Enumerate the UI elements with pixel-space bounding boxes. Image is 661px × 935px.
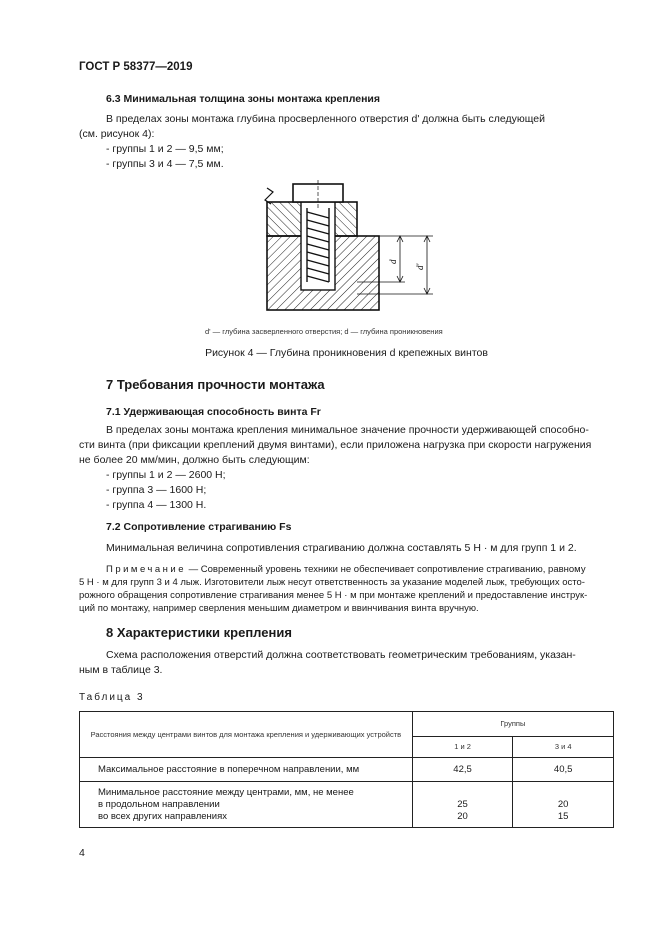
- row1-value-3-4: 40,5: [513, 758, 614, 782]
- row2-label-line2: в продольном направлении: [98, 798, 220, 810]
- page-number: 4: [79, 847, 85, 859]
- list-item: - группы 1 и 2 — 9,5 мм;: [106, 143, 224, 155]
- note-line1-text: — Современный уровень техники не обеспечивает сопротивление страгиванию, равному: [186, 564, 586, 575]
- section-7-2-heading: 7.2 Сопротивление страгиванию Fs: [106, 521, 292, 533]
- section-8-heading: 8 Характеристики крепления: [106, 625, 292, 640]
- list-item: - группа 3 — 1600 Н;: [106, 484, 207, 496]
- row2-label-line1: Минимальное расстояние между центрами, мм, не менее: [98, 786, 354, 798]
- section-6-3-text-line1: В пределах зоны монтажа глубина просверленного отверстия d' должна быть следующей: [106, 113, 545, 125]
- note-line3: рожного обращения сопротивление страгивания менее 5 Н · м при монтаже креплений и предоставление инструк-: [79, 590, 588, 601]
- section-7-1-text-line3: не более 20 мм/мин, должно быть следующим:: [79, 454, 310, 466]
- row2-value-1-2-other: 20: [457, 810, 468, 822]
- list-item: - группы 1 и 2 — 2600 Н;: [106, 469, 226, 481]
- table-3: [79, 711, 614, 828]
- section-7-heading: 7 Требования прочности монтажа: [106, 377, 325, 392]
- table-subheader-3-4: 3 и 4: [513, 737, 614, 758]
- table-3-title: Таблица 3: [79, 692, 145, 703]
- row2-value-3-4-other: 15: [557, 810, 569, 822]
- note-line1: [79, 563, 614, 576]
- row2-label-line3: во всех других направлениях: [98, 810, 227, 822]
- document-header: ГОСТ Р 58377—2019: [79, 61, 193, 73]
- list-item: - группы 3 и 4 — 7,5 мм.: [106, 158, 224, 170]
- note-line4: ций по монтажу, например сверления меньшим диаметром и ввинчивания винта вручную.: [79, 603, 479, 614]
- label-d-prime: d': [415, 263, 425, 270]
- section-7-1-heading: 7.1 Удерживающая способность винта Fr: [106, 406, 321, 418]
- section-7-1-text-line2: сти винта (при фиксации креплений двумя винтами), если приложена нагрузка при скорости нагружения: [79, 439, 592, 451]
- figure-4-screw-depth-diagram: [255, 178, 445, 318]
- section-6-3-text-line2: (см. рисунок 4):: [79, 128, 155, 140]
- table-header-groups: Группы: [412, 712, 613, 737]
- table-header-left: Расстояния между центрами винтов для монтажа крепления и удерживающих устройств: [80, 712, 413, 758]
- section-7-1-text-line1: В пределах зоны монтажа крепления минимальное значение прочности удерживающей способно-: [106, 424, 589, 436]
- figure-4-caption: Рисунок 4 — Глубина проникновения d крепежных винтов: [205, 347, 488, 359]
- section-8-text-line1: Схема расположения отверстий должна соответствовать геометрическим требованиям, указан-: [106, 649, 576, 661]
- label-d: d: [388, 259, 398, 264]
- note-line2: 5 Н · м для групп 3 и 4 лыж. Изготовители лыж несут ответственность за указание моделей лыж, требующих осто-: [79, 577, 585, 588]
- section-8-text-line2: ным в таблице 3.: [79, 664, 163, 676]
- note-label: Примечание: [106, 564, 186, 575]
- row1-value-1-2: 42,5: [412, 758, 513, 782]
- section-7-2-text: Минимальная величина сопротивления страгиванию должна составлять 5 Н · м для групп 1 и 2.: [106, 542, 577, 554]
- list-item: - группа 4 — 1300 Н.: [106, 499, 207, 511]
- row2-value-3-4-longitudinal: 20: [557, 798, 569, 810]
- table-row: [80, 758, 614, 782]
- table-subheader-1-2: 1 и 2: [412, 737, 513, 758]
- section-6-3-heading: 6.3 Минимальная толщина зоны монтажа крепления: [106, 93, 381, 105]
- figure-4-legend: d' — глубина засверленного отверстия; d — глубина проникновения: [205, 327, 443, 336]
- table-row: [80, 782, 614, 828]
- row1-label: Максимальное расстояние в поперечном направлении, мм: [80, 758, 413, 782]
- row2-value-1-2-longitudinal: 25: [457, 798, 468, 810]
